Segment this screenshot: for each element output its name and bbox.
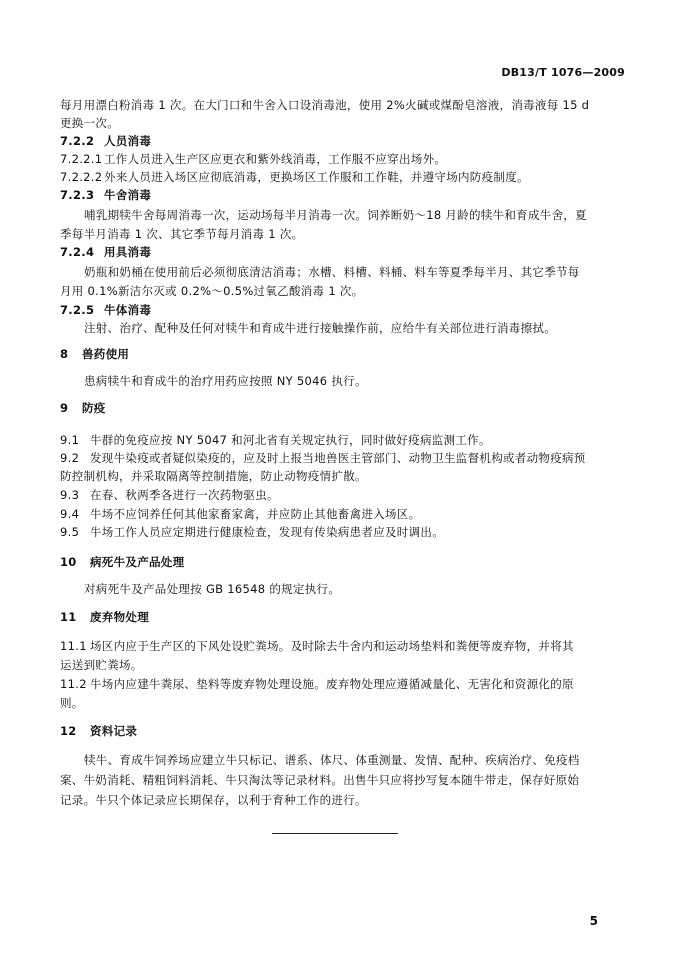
section-number: 12 [60, 724, 77, 738]
paragraph-line: 记录。牛只个体记录应长期保存，以利于育种工作的进行。 [60, 793, 367, 807]
clause-number: 9.1 [60, 433, 80, 447]
section-heading-7-2-2 [60, 133, 151, 149]
section-number: 7.2.4 [60, 245, 95, 259]
section-number: 10 [60, 555, 77, 569]
paragraph-line: 犊牛、育成牛饲养场应建立牛只标记、谱系、体尺、体重测量、发情、配种、疾病治疗、免疫档 [84, 753, 580, 767]
section-title: 资料记录 [90, 724, 138, 738]
clause-number: 7.2.2.1 [60, 152, 103, 166]
clause-number: 9.3 [60, 488, 80, 502]
clause-text: 牛群的免疫应按 NY 5047 和河北省有关规定执行，同时做好疫病监测工作。 [90, 433, 491, 447]
clause-11-2 [60, 676, 574, 692]
paragraph-line: 奶瓶和奶桶在使用前后必须彻底清洁消毒；水槽、料槽、料桶、料车等夏季每半月、其它季节每 [84, 265, 580, 279]
paragraph-line: 运送到贮粪场。 [60, 658, 143, 672]
section-title: 牛体消毒 [104, 303, 152, 317]
paragraph-line: 患病犊牛和育成牛的治疗用药应按照 NY 5046 执行。 [84, 374, 367, 388]
clause-number: 9.5 [60, 525, 80, 539]
section-title: 病死牛及产品处理 [90, 555, 185, 569]
clause-number: 11.1 [60, 639, 87, 653]
section-title: 牛舍消毒 [104, 188, 152, 202]
clause-text: 发现牛染疫或者疑似染疫的，应及时上报当地兽医主管部门、动物卫生监督机构或者动物疫病预 [90, 451, 586, 465]
clause-text: 牛场不应饲养任何其他家畜家禽，并应防止其他畜禽进入场区。 [90, 507, 421, 521]
paragraph-line: 对病死牛及产品处理按 GB 16548 的规定执行。 [84, 582, 341, 596]
paragraph-line: 案、牛奶消耗、精粗饲料消耗、牛只淘汰等记录材料。出售牛只应将抄写复本随牛带走，保存好原始 [60, 773, 580, 787]
section-heading-7-2-5 [60, 302, 151, 318]
section-title: 废弃物处理 [90, 610, 149, 624]
clause-text: 外来人员进入场区应彻底消毒，更换场区工作服和工作鞋，并遵守场内防疫制度。 [104, 170, 529, 184]
section-title: 人员消毒 [104, 134, 152, 148]
paragraph-line: 哺乳期犊牛舍每周消毒一次，运动场每半月消毒一次。饲养断奶～18 月龄的犊牛和育成牛舍，夏 [84, 208, 587, 222]
clause-text: 在春、秋两季各进行一次药物驱虫。 [90, 488, 279, 502]
clause-7-2-2-1 [60, 151, 446, 167]
section-number: 7.2.5 [60, 303, 95, 317]
section-heading-7-2-4 [60, 244, 151, 260]
section-heading-8 [60, 346, 129, 362]
paragraph-line: 则。 [60, 696, 84, 710]
section-number: 7.2.2 [60, 134, 95, 148]
paragraph-line: 季每半月消毒 1 次、其它季节每月消毒 1 次。 [60, 227, 304, 241]
clause-number: 7.2.2.2 [60, 170, 103, 184]
clause-number: 9.2 [60, 451, 80, 465]
section-number: 9 [60, 401, 69, 415]
section-number: 11 [60, 610, 77, 624]
paragraph-line: 防控制机构，并采取隔离等控制措施，防止动物疫情扩散。 [60, 469, 367, 483]
section-number: 8 [60, 347, 69, 361]
clause-11-1 [60, 638, 574, 654]
section-number: 7.2.3 [60, 188, 95, 202]
clause-number: 9.4 [60, 507, 80, 521]
paragraph-line: 更换一次。 [60, 116, 119, 130]
section-heading-11 [60, 609, 149, 625]
page-number: 5 [589, 914, 598, 928]
clause-9-3 [60, 487, 279, 503]
paragraph-line: 月用 0.1%新洁尔灭或 0.2%～0.5%过氧乙酸消毒 1 次。 [60, 284, 364, 298]
clause-text: 场区内应于生产区的下风处设贮粪场。及时除去牛舍内和运动场垫料和粪便等废弃物，并将其 [90, 639, 574, 653]
document-code-header: DB13/T 1076—2009 [501, 66, 625, 79]
clause-number: 11.2 [60, 677, 87, 691]
paragraph-line: 注射、治疗、配种及任何对犊牛和育成牛进行接触操作前，应给牛有关部位进行消毒擦拭。 [84, 321, 556, 335]
clause-text: 牛场内应建牛粪尿、垫料等废弃物处理设施。废弃物处理应遵循减量化、无害化和资源化的原 [90, 677, 574, 691]
clause-9-4 [60, 506, 420, 522]
section-heading-10 [60, 554, 184, 570]
section-heading-12 [60, 723, 137, 739]
clause-9-2 [60, 450, 586, 466]
clause-text: 工作人员进入生产区应更衣和紫外线消毒，工作服不应穿出场外。 [104, 152, 447, 166]
clause-7-2-2-2 [60, 169, 529, 185]
paragraph-line: 每月用漂白粉消毒 1 次。在大门口和牛舍入口设消毒池，使用 2%火碱或煤酚皂溶液，消毒液每 15 d [60, 98, 590, 112]
section-heading-7-2-3 [60, 187, 151, 203]
section-title: 兽药使用 [82, 347, 130, 361]
clause-9-1 [60, 432, 491, 448]
clause-9-5 [60, 524, 444, 540]
section-title: 用具消毒 [104, 245, 152, 259]
section-heading-9 [60, 400, 106, 416]
section-title: 防疫 [82, 401, 106, 415]
end-of-text-rule [272, 833, 398, 834]
clause-text: 牛场工作人员应定期进行健康检查，发现有传染病患者应及时调出。 [90, 525, 444, 539]
